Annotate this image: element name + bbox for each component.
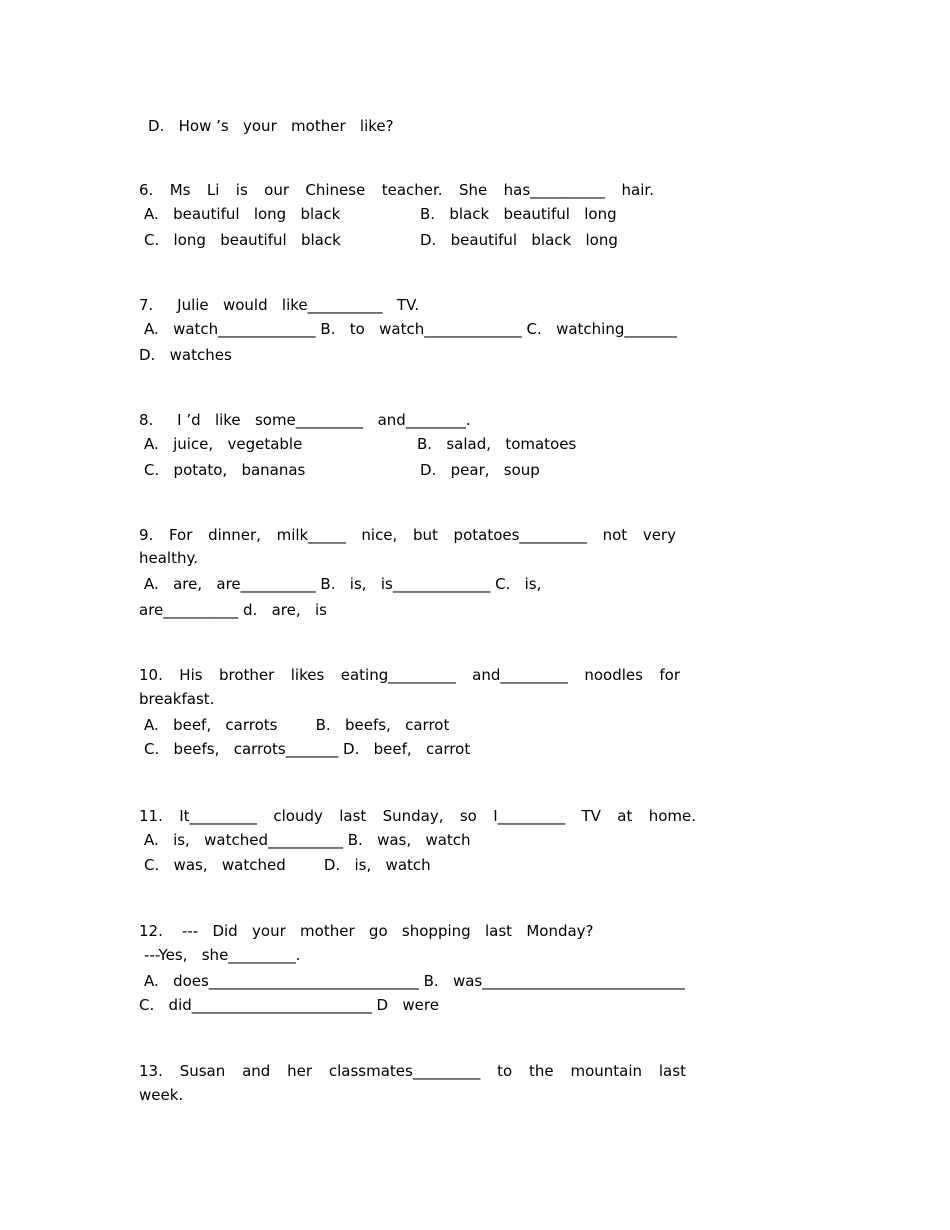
q7-options-line1: A. watch_____________ B. to watch_____________ C. watching_______ [144,320,677,338]
q13-word: last [658,1062,686,1080]
q11-options-line2: C. was, watched D. is, watch [144,856,431,874]
q13-word: to [497,1062,513,1080]
q11-stem [139,807,696,825]
q6-word: hair. [621,181,654,199]
q11-word: home. [648,807,696,825]
q10-word: for [659,666,680,684]
q9-stem [139,526,676,544]
q13-word: Susan [179,1062,226,1080]
q9-word: nice, [361,526,398,544]
q10-number: 10. [139,666,163,684]
q12-stem-line2: ---Yes, she_________. [144,946,301,964]
q10-stem [139,666,680,684]
q8-option-d: D. pear, soup [420,461,540,479]
q9-blank-word: milk_____ [276,526,346,544]
q11-blank-word: It_________ [179,807,258,825]
q9-number: 9. [139,526,154,544]
q11-blank-word: I_________ [493,807,566,825]
q6-word: Chinese [305,181,366,199]
q9-options-line2: are__________ d. are, is [139,601,327,619]
q9-word: not [602,526,628,544]
q9-blank-word: potatoes_________ [453,526,587,544]
q9-word: For [168,526,193,544]
q6-option-c: C. long beautiful black [144,231,341,249]
q10-options-line1: A. beef, carrots B. beefs, carrot [144,716,450,734]
q10-word: noodles [584,666,643,684]
q11-word: cloudy [273,807,323,825]
q8-option-c: C. potato, bananas [144,461,306,479]
q9-options-line1: A. are, are__________ B. is, is_____________ C. is, [144,575,542,593]
q6-option-b: B. black beautiful long [420,205,617,223]
q11-word: Sunday, [382,807,444,825]
q9-word: but [412,526,438,544]
q6-blank-word: has__________ [503,181,606,199]
q13-word: her [287,1062,313,1080]
q10-stem-line2: breakfast. [139,690,215,708]
q13-word: the [529,1062,554,1080]
q9-word: very [642,526,676,544]
q6-option-a: A. beautiful long black [144,205,341,223]
q11-word: TV [581,807,601,825]
q7-stem: 7. Julie would like__________ TV. [139,296,420,314]
q8-option-b: B. salad, tomatoes [417,435,577,453]
q12-options-line2: C. did________________________ D were [139,996,439,1014]
q6-word: teacher. [381,181,443,199]
q13-word: mountain [570,1062,643,1080]
q13-stem [139,1062,686,1080]
q12-options-line1: A. does____________________________ B. was___________________________ [144,972,685,990]
q5-option-d: D. How ’s your mother like? [148,117,394,135]
q6-word: She [458,181,488,199]
q11-word: at [617,807,633,825]
q6-word: Ms [169,181,191,199]
q11-word: so [459,807,477,825]
q10-blank-word: eating_________ [340,666,456,684]
q12-stem: 12. --- Did your mother go shopping last Monday? [139,922,594,940]
q6-word: Li [206,181,220,199]
q6-word: is [235,181,248,199]
q6-number: 6. [139,181,154,199]
q6-stem [139,181,654,199]
q6-option-d: D. beautiful black long [420,231,618,249]
q13-blank-word: classmates_________ [328,1062,481,1080]
q9-stem-line2: healthy. [139,549,198,567]
q13-word: and [242,1062,271,1080]
q11-options-line1: A. is, watched__________ B. was, watch [144,831,471,849]
q11-word: last [339,807,367,825]
q10-options-line2: C. beefs, carrots_______ D. beef, carrot [144,740,471,758]
q8-option-a: A. juice, vegetable [144,435,303,453]
q10-blank-word: and_________ [472,666,568,684]
q7-options-line2: D. watches [139,346,232,364]
q11-number: 11. [139,807,163,825]
q10-word: brother [219,666,275,684]
q6-word: our [264,181,290,199]
q13-number: 13. [139,1062,163,1080]
q10-word: His [179,666,203,684]
q10-word: likes [290,666,325,684]
q13-stem-line2: week. [139,1086,184,1104]
q9-word: dinner, [208,526,261,544]
q8-stem: 8. I ’d like some_________ and________. [139,411,471,429]
